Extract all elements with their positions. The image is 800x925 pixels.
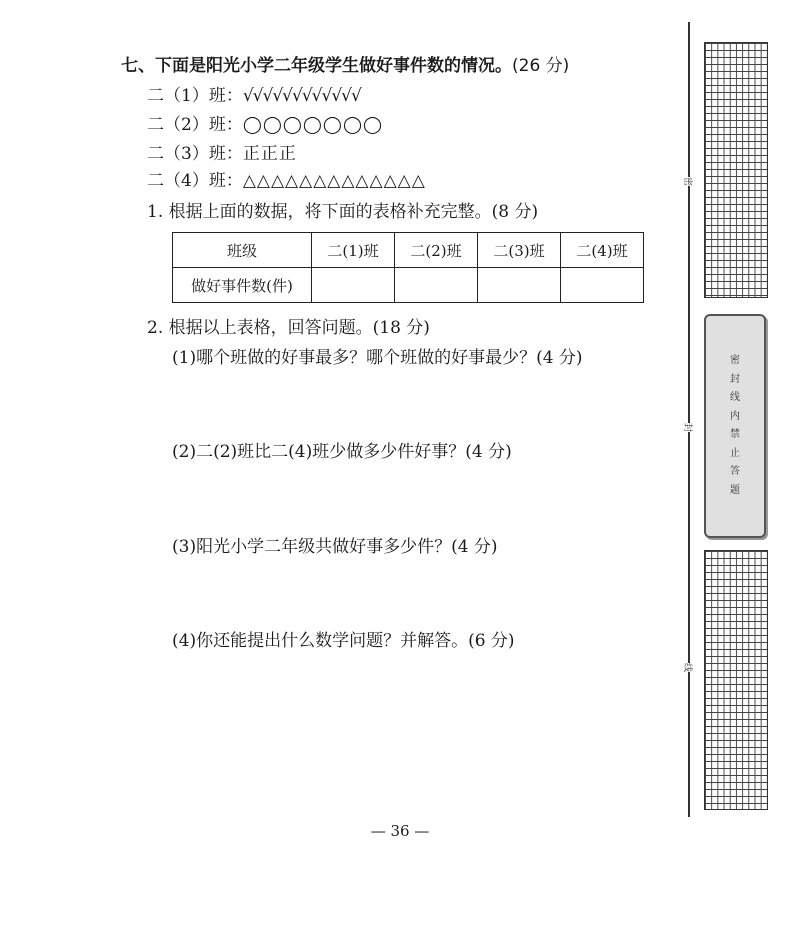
class-label: 二（2）班： (147, 115, 243, 135)
check-marks: √√√√√√√√√√√√ (242, 86, 361, 106)
class-label: 二（4）班： (147, 171, 243, 191)
section-title: 七、下面是阳光小学二年级学生做好事件数的情况。 (121, 56, 512, 76)
class-row-1 (147, 86, 361, 106)
grid-box-top (704, 42, 768, 298)
seal-char: 止 (730, 447, 740, 459)
binding-mark-mi: 密 (681, 177, 696, 186)
class-row-3 (147, 144, 297, 164)
seal-char: 线 (730, 392, 740, 403)
triangle-marks: △△△△△△△△△△△△△ (242, 171, 426, 191)
seal-char: 禁 (730, 429, 740, 440)
table-header-row (173, 233, 644, 268)
table-answer-cell[interactable] (478, 268, 561, 303)
table-row-label: 做好事件数(件) (173, 268, 312, 303)
seal-char: 题 (730, 484, 740, 496)
binding-mark-xian: 线 (681, 663, 696, 672)
class-label: 二（1）班： (147, 86, 243, 106)
class-row-4 (147, 171, 426, 191)
circle-marks: ◯◯◯◯◯◯◯ (242, 115, 384, 135)
table-column-header: 二(1)班 (312, 233, 395, 268)
class-row-2 (147, 115, 383, 135)
seal-char: 答 (730, 466, 740, 477)
table-answer-cell[interactable] (395, 268, 478, 303)
subquestion-2: (2)二(2)班比二(4)班少做多少件好事？(4 分) (172, 442, 512, 462)
table-column-header: 二(4)班 (561, 233, 644, 268)
class-label: 二（3）班： (147, 144, 243, 164)
question-2: 2. 根据以上表格，回答问题。(18 分) (147, 318, 430, 338)
seal-char: 封 (730, 373, 740, 385)
data-table (172, 232, 644, 303)
seal-char: 密 (730, 355, 740, 366)
table-column-header: 二(3)班 (478, 233, 561, 268)
grid-box-bottom (704, 550, 768, 810)
page-number: — 36 — (370, 822, 430, 840)
binding-line (688, 22, 690, 817)
subquestion-4: (4)你还能提出什么数学问题？并解答。(6 分) (172, 631, 515, 651)
table-answer-cell[interactable] (312, 268, 395, 303)
question-1: 1. 根据上面的数据，将下面的表格补充完整。(8 分) (147, 202, 539, 222)
table-row (173, 268, 644, 303)
seal-char: 内 (730, 410, 740, 422)
section-heading (121, 56, 569, 76)
binding-mark-feng: 封 (681, 423, 696, 432)
seal-notice (704, 314, 766, 538)
table-column-header: 二(2)班 (395, 233, 478, 268)
section-score: (26 分) (512, 56, 570, 76)
subquestion-3: (3)阳光小学二年级共做好事多少件？(4 分) (172, 537, 498, 557)
table-answer-cell[interactable] (561, 268, 644, 303)
tally-marks: 正正正 (242, 144, 297, 164)
subquestion-1: (1)哪个班做的好事最多？哪个班做的好事最少？(4 分) (172, 348, 583, 368)
table-header-label: 班级 (173, 233, 312, 268)
